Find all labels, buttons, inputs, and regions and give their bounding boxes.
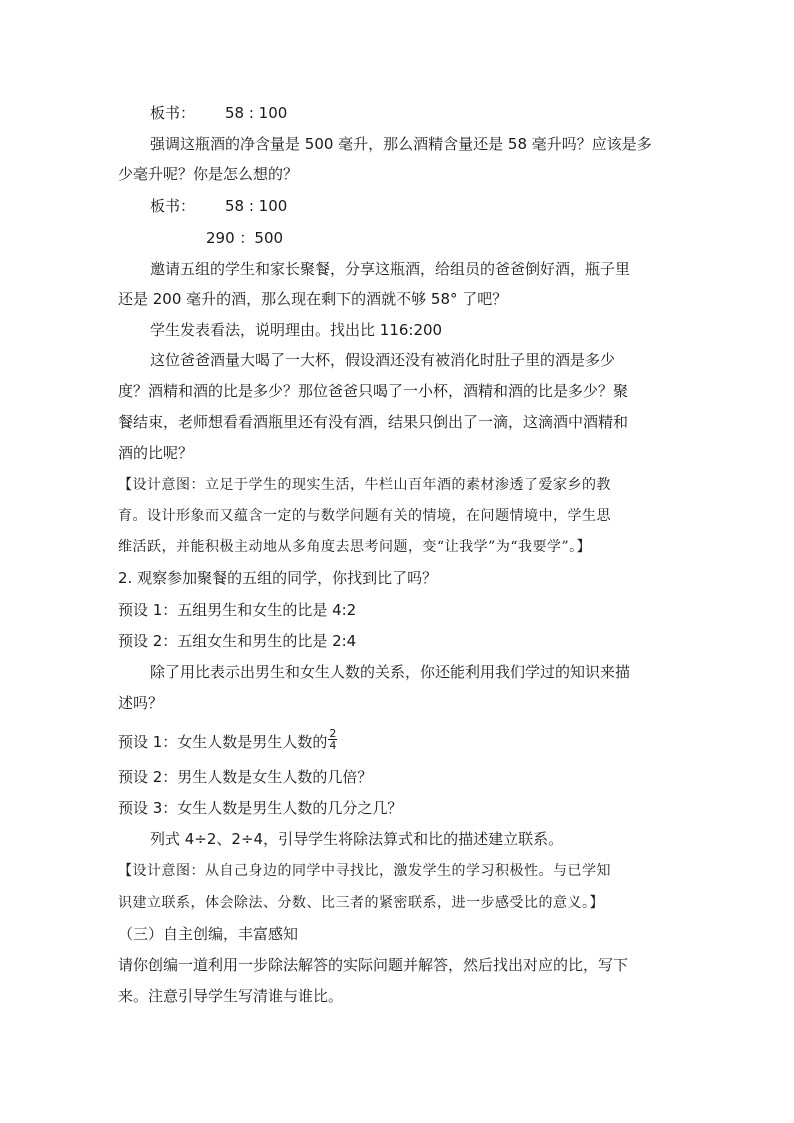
- preset-text: 预设 1：女生人数是男生人数的: [118, 733, 328, 751]
- board-ratio: 290 ：500: [206, 229, 284, 247]
- board-label: 板书：: [150, 104, 196, 122]
- preset-line: 预设 2：五组女生和男生的比是 2:4: [118, 632, 357, 650]
- paragraph-line: 学生发表看法，说明理由。找出比 116:200: [150, 321, 443, 339]
- paragraph-line: 邀请五组的学生和家长聚餐，分享这瓶酒，给组员的爸爸倒好酒，瓶子里: [150, 260, 631, 278]
- paragraph-line: 来。注意引导学生写清谁与谁比。: [118, 987, 344, 1005]
- fraction-denominator: 4: [329, 739, 337, 752]
- design-intent-line: 【设计意图：立足于学生的现实生活，牛栏山百年酒的素材渗透了爱家乡的教: [118, 477, 611, 493]
- paragraph-line: 这位爸爸酒量大喝了一大杯，假设酒还没有被消化时肚子里的酒是多少: [150, 351, 616, 369]
- preset-line: 预设 3：女生人数是男生人数的几分之几？: [118, 799, 403, 817]
- question-line: 2. 观察参加聚餐的五组的同学，你找到比了吗？: [118, 569, 438, 587]
- paragraph-line: 强调这瓶酒的净含量是 500 毫升，那么酒精含量还是 58 毫升吗？应该是多: [150, 135, 652, 153]
- fraction: [328, 728, 337, 751]
- preset-line: 预设 2：男生人数是女生人数的几倍？: [118, 768, 373, 786]
- paragraph-line: 度？酒精和酒的比是多少？那位爸爸只喝了一小杯，酒精和酒的比是多少？聚: [118, 382, 629, 400]
- board-label: 板书：: [150, 197, 196, 215]
- fraction-numerator: 2: [329, 727, 337, 740]
- preset-line: [118, 727, 337, 754]
- paragraph-line: 少毫升呢？你是怎么想的？: [118, 165, 299, 183]
- paragraph-line: 请你创编一道利用一步除法解答的实际问题并解答，然后找出对应的比，写下: [118, 956, 629, 974]
- paragraph-line: 除了用比表示出男生和女生人数的关系，你还能利用我们学过的知识来描: [150, 663, 631, 681]
- section-title: （三）自主创编，丰富感知: [118, 925, 299, 943]
- paragraph-line: 列式 4÷2、2÷4，引导学生将除法算式和比的描述建立联系。: [150, 830, 564, 848]
- paragraph-line: 述吗？: [118, 694, 164, 712]
- paragraph-line: 餐结束，老师想看看酒瓶里还有没有酒，结果只倒出了一滴，这滴酒中酒精和: [118, 413, 629, 431]
- paragraph-line: 还是 200 毫升的酒，那么现在剩下的酒就不够 58° 了吧？: [118, 290, 508, 308]
- design-intent-line: 育。设计形象而又蕴含一定的与数学问题有关的情境，在问题情境中，学生思: [118, 508, 611, 524]
- preset-line: 预设 1：五组男生和女生的比是 4:2: [118, 601, 357, 619]
- design-intent-line: 识建立联系，体会除法、分数、比三者的紧密联系，进一步感受比的意义。】: [118, 895, 604, 911]
- design-intent-line: 【设计意图：从自己身边的同学中寻找比，激发学生的学习积极性。与已学知: [118, 863, 611, 879]
- board-ratio: 58 : 100: [225, 104, 288, 122]
- board-ratio: 58 : 100: [225, 197, 288, 215]
- design-intent-line: 维活跃，并能积极主动地从多角度去思考问题，变“让我学”为“我要学”。】: [118, 539, 592, 555]
- paragraph-line: 酒的比呢？: [118, 444, 194, 462]
